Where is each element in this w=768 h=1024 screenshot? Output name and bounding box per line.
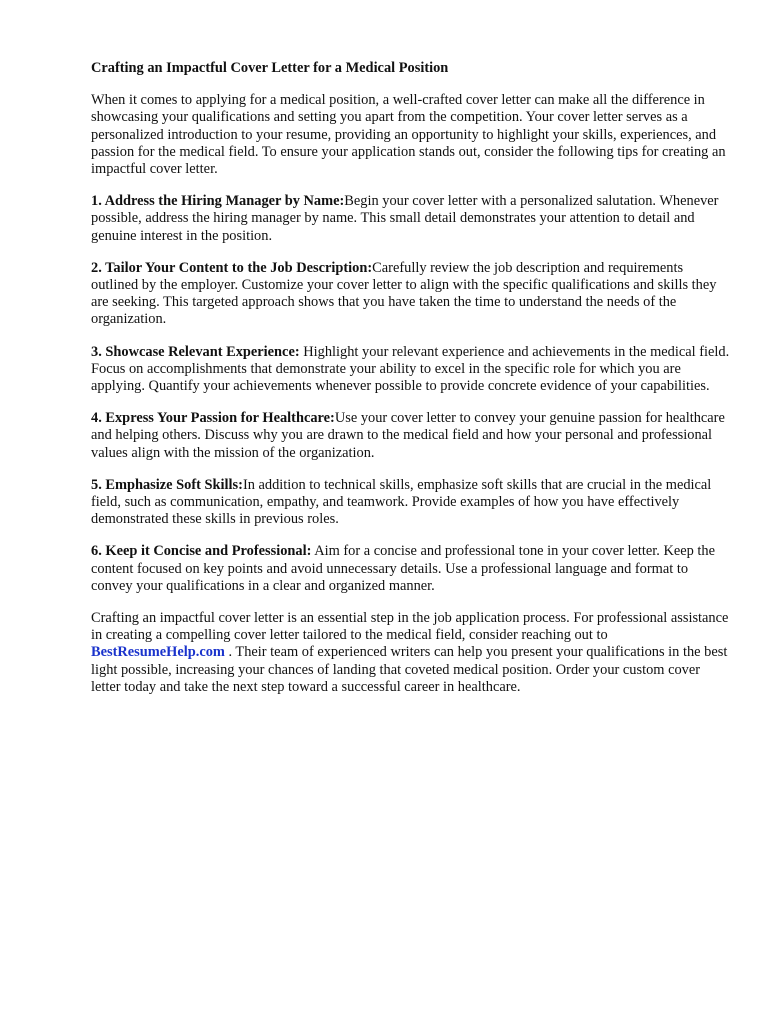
tip-2-heading: 2. Tailor Your Content to the Job Description: (91, 259, 373, 276)
tip-4-body: Use your cover letter to convey your genuine passion for healthcare and helping others. Discuss why you are drawn to the medical field and how your personal and professional values align with the mission of the organization. (91, 410, 725, 461)
tip-2-body: Carefully review the job description and requirements outlined by the employer. Customize your cover letter to align with the specific qualifications and skills they are seeking. This targeted approach shows that you have taken the time to understand the needs of the organization. (91, 259, 717, 328)
tip-3 (91, 344, 731, 396)
tip-1-heading: 1. Address the Hiring Manager by Name: (91, 193, 345, 210)
intro-paragraph: When it comes to applying for a medical position, a well-crafted cover letter can make all the difference in showcasing your qualifications and setting you apart from the competition. Your cover letter serves as a personalized introduction to your resume, providing an opportunity to highlight your skills, experiences, and passion for the medical field. To ensure your application stands out, consider the following tips for creating an impactful cover letter. (91, 92, 726, 178)
tip-4 (91, 410, 731, 462)
tip-1-body: Begin your cover letter with a personalized salutation. Whenever possible, address the hiring manager by name. This small detail demonstrates your attention to detail and genuine interest in the position. (91, 193, 719, 244)
closing-text-after-link: . Their team of experienced writers can help you present your qualifications in the best light possible, increasing your chances of landing that coveted medical position. Order your custom cover letter today and take the next step toward a successful career in healthcare. (91, 644, 728, 695)
best-resume-help-link[interactable]: BestResumeHelp.com (91, 644, 225, 661)
tip-1 (91, 193, 731, 245)
document-title: Crafting an Impactful Cover Letter for a Medical Position (91, 60, 449, 76)
tip-6-body: Aim for a concise and professional tone in your cover letter. Keep the content focused on key points and avoid unnecessary details. Use a professional language and format to convey your qualifications in a clear and organized manner. (91, 543, 715, 594)
closing-paragraph (91, 610, 731, 696)
tip-2 (91, 260, 731, 329)
tip-3-body: Highlight your relevant experience and achievements in the medical field. Focus on accomplishments that demonstrate your ability to excel in the specific role for which you are applying. Quantify your achievements whenever possible to provide concrete evidence of your capabilities. (91, 343, 730, 395)
closing-text-before-link: Crafting an impactful cover letter is an essential step in the job application process. For professional assistance in creating a compelling cover letter tailored to the medical field, consider reaching out to (91, 610, 729, 644)
tip-3-heading: 3. Showcase Relevant Experience: (91, 343, 300, 360)
tip-6-heading: 6. Keep it Concise and Professional: (91, 543, 312, 560)
tip-4-heading: 4. Express Your Passion for Healthcare: (91, 410, 335, 427)
tip-6 (91, 543, 731, 595)
document-page (91, 60, 731, 711)
tip-5-body: In addition to technical skills, emphasize soft skills that are crucial in the medical field, such as communication, empathy, and teamwork. Provide examples of how you have effectively demonstrated these skills in previous roles. (91, 476, 712, 528)
tip-5 (91, 477, 731, 529)
tip-5-heading: 5. Emphasize Soft Skills: (91, 476, 243, 493)
